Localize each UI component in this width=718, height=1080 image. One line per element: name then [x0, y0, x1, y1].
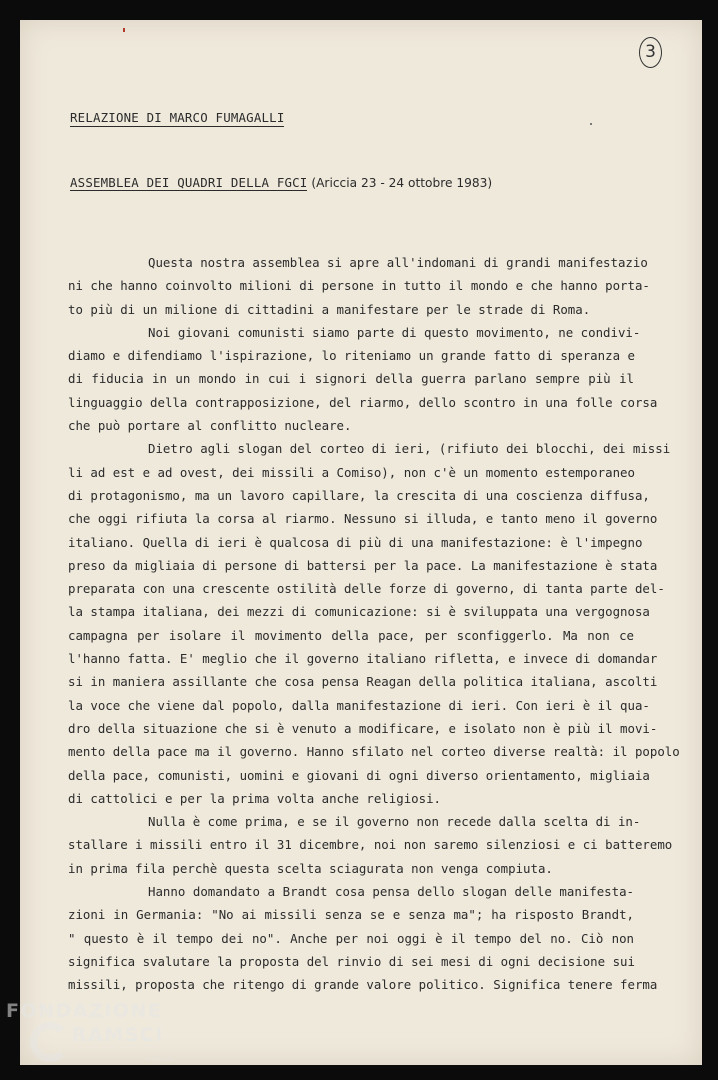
- body-line: Nulla è come prima, e se il governo non recede dalla scelta di in-: [148, 814, 641, 830]
- body-line: linguaggio della contrapposizione, del riarmo, dello scontro in una folle corsa: [68, 394, 658, 410]
- body-line: to più di un milione di cittadini a manifestare per le strade di Roma.: [68, 301, 591, 317]
- body-line: Questa nostra assemblea si apre all'indomani di grandi manifestazio: [148, 255, 648, 270]
- body-line: Hanno domandato a Brandt cosa pensa dello slogan delle manifesta-: [148, 884, 634, 900]
- body-line: ni che hanno coinvolto milioni di persone in tutto il mondo e che hanno porta-: [68, 278, 650, 294]
- body-line: di protagonismo, ma un lavoro capillare, la crescita di una coscienza diffusa,: [68, 487, 650, 503]
- body-line: preso da migliaia di persone di battersi per la pace. La manifestazione è stata: [68, 557, 658, 573]
- body-line: campagna per isolare il movimento della pace, per sconfiggerlo. Ma non ce: [68, 627, 634, 643]
- body-line: Dietro agli slogan del corteo di ieri, (rifiuto dei blocchi, dei missi: [148, 441, 671, 457]
- body-line: stallare i missili entro il 31 dicembre, noi non saremo silenziosi e ci batteremo: [68, 837, 673, 853]
- body-line: " questo è il tempo dei no". Anche per noi oggi è il tempo del no. Ciò non: [68, 930, 634, 946]
- watermark-foundation: FONDAZIONE: [6, 1000, 163, 1022]
- paper-speck: [590, 123, 592, 125]
- subtitle-underlined: ASSEMBLEA DEI QUADRI DELLA FGCI: [70, 175, 308, 190]
- body-line: italiano. Quella di ieri è qualcosa di più di una manifestazione: è l'impegno: [68, 534, 643, 550]
- body-line: mento della pace ma il governo. Hanno sfilato nel corteo diverse realtà: il popolo: [68, 744, 680, 760]
- watermark-onlus: onlus: [146, 1054, 173, 1063]
- body-line: in prima fila perchè questa scelta sciagurata non venga compiuta.: [68, 860, 553, 876]
- body-line: preparata con una crescente ostilità delle forze di governo, di tanta parte del-: [68, 581, 665, 597]
- body-line: la stampa italiana, dei mezzi di comunicazione: si è sviluppata una vergognosa: [68, 604, 650, 620]
- watermark-gramsci: RAMSCI: [72, 1024, 164, 1046]
- body-line: diamo e difendiamo l'ispirazione, lo riteniamo un grande fatto di speranza e: [68, 348, 635, 364]
- body-line: zioni in Germania: "No ai missili senza se e senza ma"; ha risposto Brandt,: [68, 907, 634, 923]
- body-line: li ad est e ad ovest, dei missili a Comiso), non c'è un momento estemporaneo: [68, 464, 635, 480]
- subtitle-date: (Ariccia 23 - 24 ottobre 1983): [307, 176, 493, 190]
- document-subtitle: [70, 175, 492, 191]
- body-line: di fiducia in un mondo in cui i signori della guerra parlano sempre più il: [68, 371, 634, 387]
- body-line: significa svalutare la proposta del rinvio di sei mesi di ogni decisione sui: [68, 953, 635, 969]
- document-body: [68, 251, 680, 997]
- body-line: missili, proposta che ritengo di grande valore politico. Significa tenere ferma: [68, 977, 658, 993]
- ink-mark: [123, 28, 125, 32]
- watermark-g-logo-icon: [30, 1022, 70, 1062]
- body-line: di cattolici e per la prima volta anche religiosi.: [68, 790, 441, 806]
- document-title: RELAZIONE DI MARCO FUMAGALLI: [70, 110, 285, 125]
- body-line: Noi giovani comunisti siamo parte di questo movimento, ne condivi-: [148, 324, 641, 340]
- body-line: che oggi rifiuta la corsa al riarmo. Nessuno si illuda, e tanto meno il governo: [68, 511, 658, 527]
- body-line: la voce che viene dal popolo, dalla manifestazione di ieri. Con ieri è il qua-: [68, 697, 650, 713]
- body-line: l'hanno fatta. E' meglio che il governo italiano rifletta, e invece di domandar: [68, 651, 658, 667]
- body-line: dro della situazione che si è venuto a modificare, e isolato non è più il movi-: [68, 720, 658, 736]
- body-line: si in maniera assillante che cosa pensa Reagan della politica italiana, ascolti: [68, 674, 658, 690]
- body-line: della pace, comunisti, uomini e giovani di ogni diverso orientamento, migliaia: [68, 767, 650, 783]
- page-number: 3: [639, 37, 662, 68]
- body-line: che può portare al conflitto nucleare.: [68, 418, 352, 434]
